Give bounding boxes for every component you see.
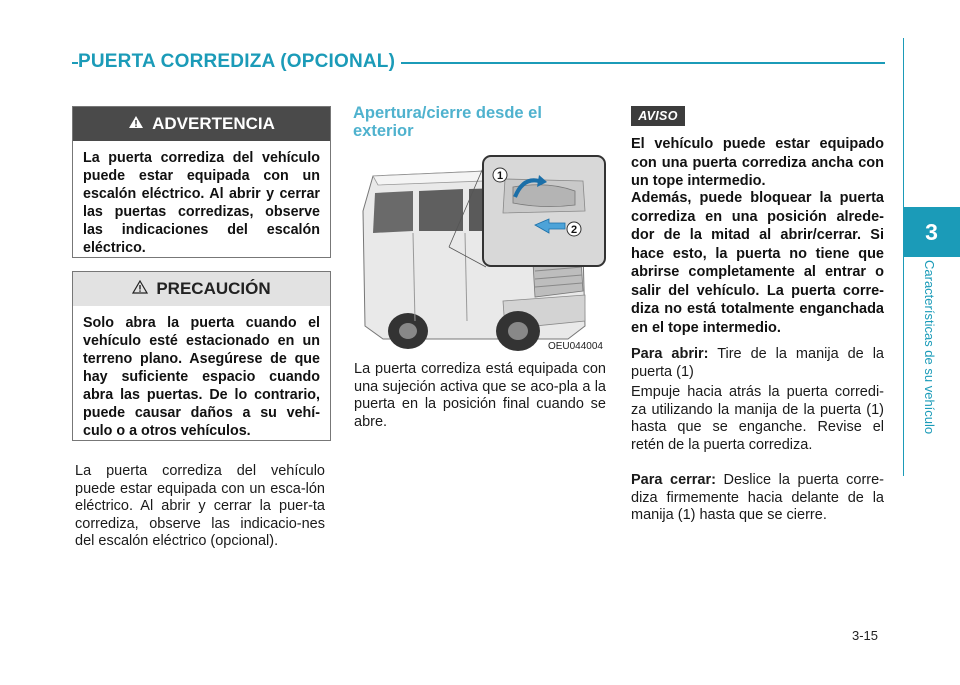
middle-subheading: Apertura/cierre desde el exterior bbox=[353, 104, 542, 140]
warning-box bbox=[72, 106, 331, 258]
notice-paragraph-2: Además, puede bloquear la puerta corrediza en una posición alrede-dor de la mitad al abrir/cerrar. Si hace esto, la puerta no tiene que abrirse completamente al entrar o salir del vehículo. La puerta corre-diza no está totalmente enganchada en el tope intermedio. bbox=[631, 190, 884, 336]
callout-1: 1 bbox=[496, 170, 504, 182]
chapter-side-rule bbox=[903, 38, 904, 476]
caution-box-header bbox=[73, 272, 330, 306]
open-text: Tire de la manija de la puerta (1) bbox=[631, 346, 884, 380]
close-label: Para cerrar: bbox=[631, 472, 716, 488]
open-paragraph-2: Empuje hacia atrás la puerta corredi-za utilizando la manija de la puerta (1) hasta que se enganche. Revise el retén de la puerta corrediza. bbox=[631, 384, 884, 453]
warning-triangle-icon bbox=[128, 114, 144, 134]
close-instructions bbox=[631, 472, 884, 525]
close-text: Deslice la puerta corre-diza firmemente hacia delante de la manija (1) hasta que se cierre. bbox=[631, 472, 884, 523]
warning-box-header bbox=[73, 107, 330, 141]
caution-box-text: Solo abra la puerta cuando el vehículo esté estacionado en un terreno plano. Asegúrese de que hay suficiente espacio cuando abra las puertas. De lo contrario, puede causar daños a su vehí-culo o a otros vehículos. bbox=[83, 315, 320, 439]
image-code: OEU044004 bbox=[547, 341, 603, 352]
notice-paragraph-1: El vehículo puede estar equipado con una puerta corrediza ancha con un tope intermedio. bbox=[631, 136, 884, 189]
left-paragraph: La puerta corrediza del vehículo puede estar equipada con un esca-lón eléctrico. Al abrir y cerrar la puer-ta corrediza, observe las indicacio-nes del escalón eléctrico (opcional). bbox=[75, 463, 325, 549]
notice-badge: AVISO bbox=[631, 106, 685, 126]
warning-box-heading: ADVERTENCIA bbox=[152, 114, 275, 133]
chapter-title: Características de su vehículo bbox=[922, 260, 937, 435]
chapter-number-tab: 3 bbox=[903, 207, 960, 257]
open-label: Para abrir: bbox=[631, 346, 709, 362]
caution-box bbox=[72, 271, 331, 441]
caution-triangle-icon bbox=[132, 279, 148, 299]
section-title: PUERTA CORREDIZA (OPCIONAL) bbox=[78, 50, 401, 74]
callout-2: 2 bbox=[570, 224, 578, 236]
caution-box-heading: PRECAUCIÓN bbox=[156, 279, 271, 298]
van-illustration bbox=[353, 151, 607, 354]
open-instructions bbox=[631, 346, 884, 381]
page-number: 3-15 bbox=[852, 628, 879, 643]
middle-paragraph: La puerta corrediza está equipada con una sujeción activa que se aco-pla a la puerta en la posición final cuando se abre. bbox=[354, 361, 606, 430]
warning-box-text: La puerta corrediza del vehículo puede estar equipada con un escalón eléctrico. Al abrir y cerrar las puertas corredizas, observe las indicaciones del escalón eléctrico. bbox=[83, 150, 320, 256]
sliding-door-illustration bbox=[353, 151, 607, 354]
